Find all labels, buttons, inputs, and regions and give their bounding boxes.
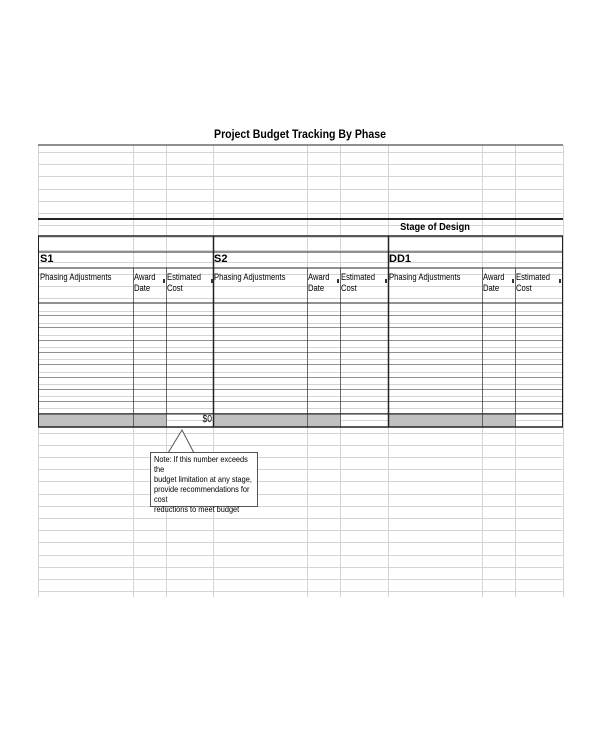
s1-award-line2: Date bbox=[134, 283, 151, 293]
section-s2-label: S2 bbox=[214, 253, 228, 265]
section-dd1-label: DD1 bbox=[389, 253, 412, 265]
shaded-cell bbox=[389, 414, 515, 427]
note-line-2: budget limitation at any stage, bbox=[154, 475, 252, 484]
s2-award-line2: Date bbox=[308, 283, 325, 293]
dd1-estimated-cost-header bbox=[516, 272, 550, 294]
s1-award-date-header bbox=[134, 272, 156, 294]
overflow-marker bbox=[337, 279, 339, 283]
shaded-cell bbox=[214, 414, 340, 427]
stage-of-design-label: Stage of Design bbox=[400, 221, 470, 233]
s1-award-line1: Award bbox=[134, 272, 156, 282]
budget-note-callout bbox=[150, 452, 258, 514]
dd1-award-line2: Date bbox=[483, 283, 500, 293]
note-line-1: Note: If this number exceeds the bbox=[154, 455, 248, 474]
overflow-marker bbox=[559, 279, 561, 283]
dd1-phasing-header: Phasing Adjustments bbox=[389, 272, 461, 282]
note-line-4: reductions to meet budget bbox=[154, 505, 240, 514]
s2-award-date-header bbox=[308, 272, 330, 294]
s2-phasing-header: Phasing Adjustments bbox=[214, 272, 286, 282]
s2-estimated-cost-header bbox=[341, 272, 375, 294]
dd1-award-line1: Award bbox=[483, 272, 505, 282]
overflow-marker bbox=[512, 279, 514, 283]
dd1-award-date-header bbox=[483, 272, 505, 294]
s1-estimated-cost-header bbox=[167, 272, 201, 294]
shaded-cell bbox=[39, 414, 166, 427]
overflow-marker bbox=[211, 279, 213, 283]
s1-total-cost: $0 bbox=[202, 414, 212, 425]
note-line-3: provide recommendations for cost bbox=[154, 485, 250, 504]
page-title: Project Budget Tracking By Phase bbox=[214, 127, 386, 141]
section-s1-label: S1 bbox=[40, 253, 54, 265]
s1-est-line2: Cost bbox=[167, 283, 183, 293]
s2-est-line2: Cost bbox=[341, 283, 357, 293]
overflow-marker bbox=[163, 279, 165, 283]
dd1-est-line2: Cost bbox=[516, 283, 532, 293]
dd1-est-line1: Estimated bbox=[516, 272, 551, 282]
overflow-marker bbox=[385, 279, 387, 283]
s1-phasing-header: Phasing Adjustments bbox=[40, 272, 112, 282]
s2-award-line1: Award bbox=[308, 272, 330, 282]
s1-est-line1: Estimated bbox=[167, 272, 202, 282]
s2-est-line1: Estimated bbox=[341, 272, 376, 282]
